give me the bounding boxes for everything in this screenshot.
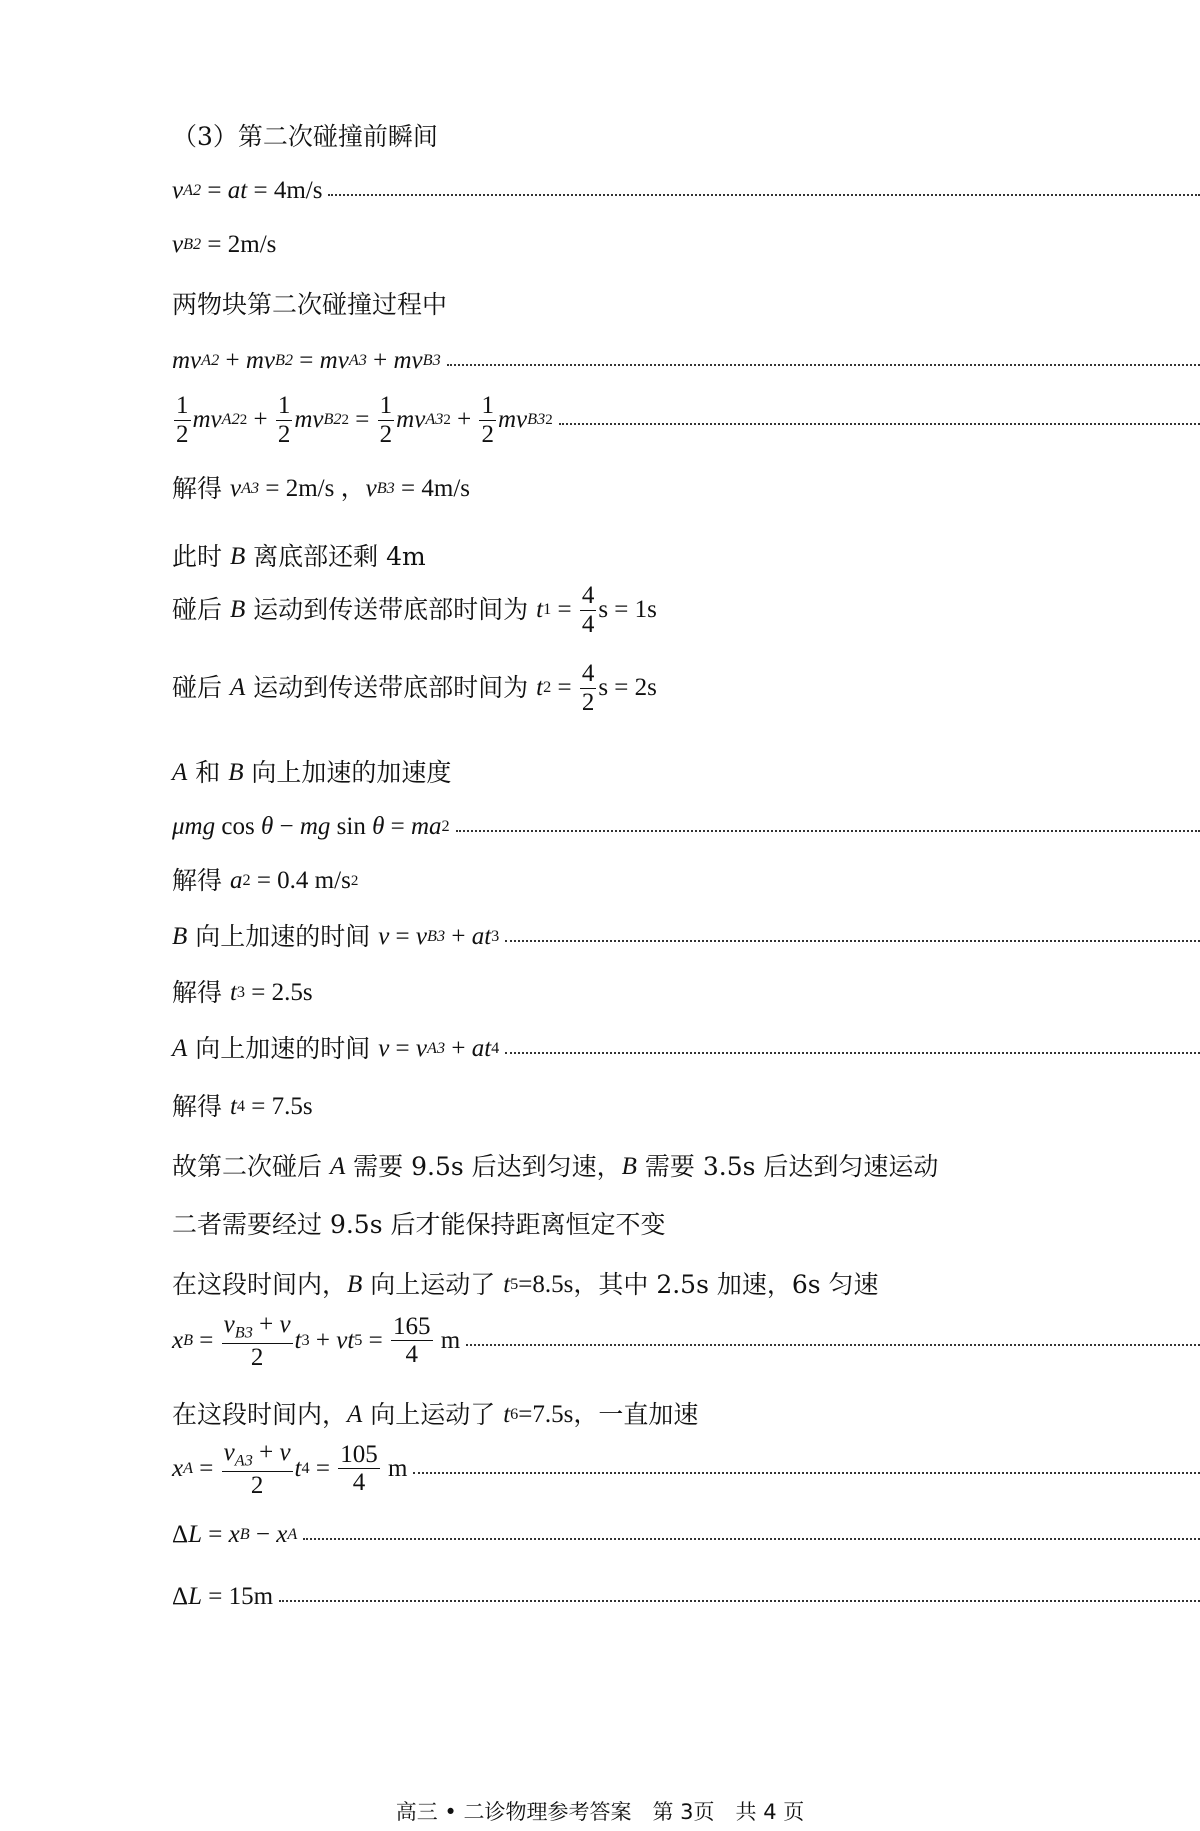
- dotted-leader: [413, 1472, 1200, 1474]
- equation-t4: A 向上加速的时间 v = v A3 + at 4: [172, 1034, 1200, 1064]
- dotted-leader: [505, 1052, 1200, 1054]
- equation-xB: x B = $\frac{v_{B3} + v}{2}$ t 3 + vt 5 = $\frac{165}{4}$ m: [172, 1310, 1200, 1371]
- text-conclusion-uniform: 故第二次碰后 A 需要 9.5s 后达到匀速， B 需要 3.5s 后达到匀速运动: [172, 1152, 939, 1181]
- dotted-leader: [303, 1538, 1200, 1540]
- equation-friction: μmg cos θ − mg sin θ = ma 2: [172, 812, 1200, 842]
- dotted-leader: [447, 364, 1200, 366]
- solution-t4: 解得 t 4 = 7.5s: [172, 1092, 313, 1121]
- equation-vB2: v B2 = 2m/s: [172, 231, 277, 258]
- equation-vA2: v A2 = at = 4m/s: [172, 176, 1200, 206]
- dotted-leader: [466, 1344, 1200, 1346]
- equation-t3: B 向上加速的时间 v = v B3 + at 3: [172, 922, 1200, 952]
- dotted-leader: [559, 423, 1200, 425]
- text-acceleration: A 和 B 向上加速的加速度: [172, 758, 452, 787]
- dotted-leader: [328, 194, 1200, 196]
- dotted-leader: [505, 940, 1200, 942]
- equation-energy: $\frac{1}{2}$ mv A2 2 + $\frac{1}{2}$ mv B2 2 = $\frac{1}{2}$ mv A3 2 + $\frac{1}{2}$ mv B3 2: [172, 392, 1200, 448]
- solution-t3: 解得 t 3 = 2.5s: [172, 978, 313, 1007]
- equation-deltaL-def: Δ L = x B − x A: [172, 1520, 1200, 1550]
- equation-t1: 碰后 B 运动到传送带底部时间为 t 1 = $\frac{4}{4}$ s = 1s: [172, 582, 657, 638]
- solution-vA3-vB3: 解得 v A3 = 2m/s ， v B3 = 4m/s: [172, 474, 471, 503]
- equation-xA: x A = $\frac{v_{A3} + v}{2}$ t 4 = $\frac{105}{4}$ m: [172, 1438, 1200, 1499]
- page-footer: 高三 • 二诊物理参考答案 第 3页 共 4 页: [395, 1800, 805, 1824]
- text-collision-process: 两物块第二次碰撞过程中: [172, 290, 448, 319]
- equation-momentum: mv A2 + mv B2 = mv A3 + mv B3: [172, 346, 1200, 376]
- dotted-leader: [456, 830, 1200, 832]
- solution-a2: 解得 a 2 = 0.4 m/s 2: [172, 866, 359, 895]
- text-B-motion: 在这段时间内， B 向上运动了 t 5 =8.5s， 其中 2.5s 加速，6s 匀速: [172, 1270, 879, 1299]
- section-heading: （3）第二次碰撞前瞬间: [172, 122, 438, 151]
- dotted-leader: [279, 1600, 1200, 1602]
- equation-deltaL-result: Δ L = 15m: [172, 1582, 1200, 1612]
- text-constant-distance: 二者需要经过 9.5s 后才能保持距离恒定不变: [172, 1210, 666, 1239]
- text-A-motion: 在这段时间内， A 向上运动了 t 6 =7.5s， 一直加速: [172, 1400, 699, 1429]
- equation-t2: 碰后 A 运动到传送带底部时间为 t 2 = $\frac{4}{2}$ s = 2s: [172, 660, 657, 716]
- text-B-remaining: 此时 B 离底部还剩 4m: [172, 542, 426, 571]
